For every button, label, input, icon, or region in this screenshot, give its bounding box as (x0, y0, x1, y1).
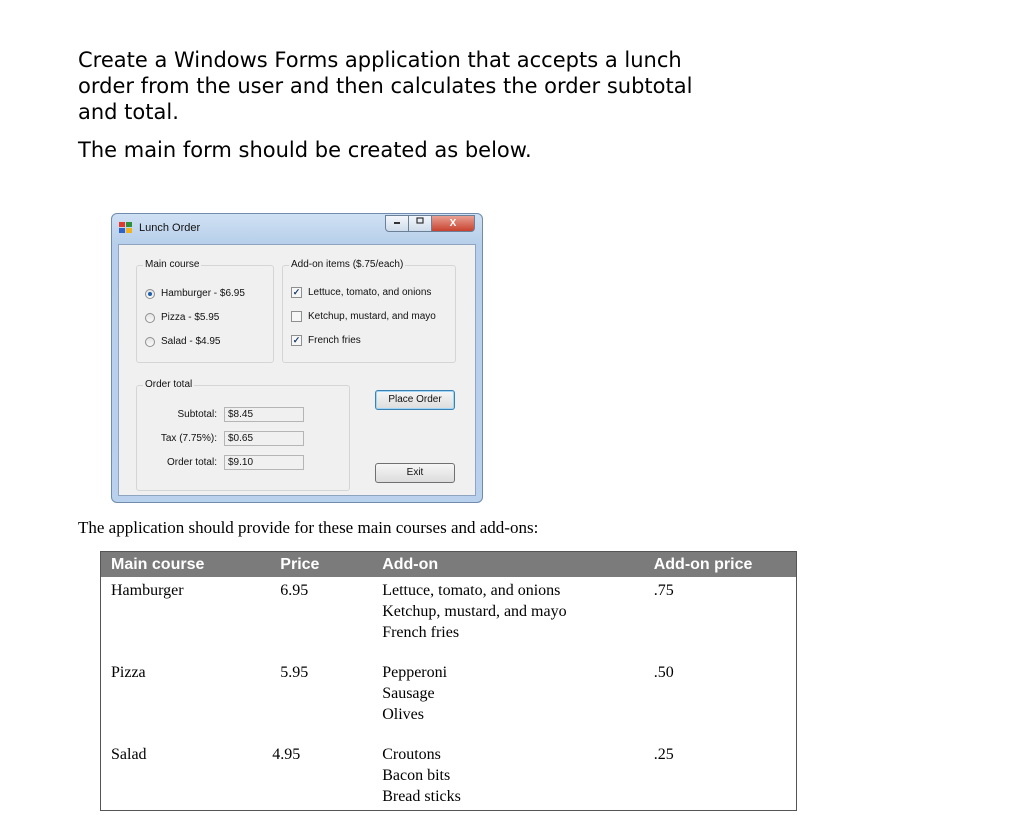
maximize-icon (415, 216, 425, 226)
window-title: Lunch Order (139, 222, 201, 234)
maximize-button[interactable] (409, 215, 432, 232)
minimize-icon (392, 216, 402, 226)
radio-label: Pizza - $5.95 (161, 312, 220, 323)
column-header: Price (270, 552, 372, 578)
order-total-legend: Order total (145, 379, 193, 390)
addon-item: French fries (382, 624, 460, 641)
close-button[interactable] (432, 215, 475, 232)
place-order-button[interactable]: Place Order (375, 390, 455, 410)
checkbox-checked[interactable]: ✓ (292, 335, 301, 345)
main-course-legend: Main course (145, 259, 200, 270)
column-header: Add-on price (644, 552, 797, 578)
radio-pizza[interactable] (145, 312, 219, 323)
addon-items-group (282, 259, 456, 363)
total-label: Order total: (166, 457, 217, 468)
addon-cell (372, 577, 644, 659)
table-row (101, 741, 797, 811)
menu-table (100, 551, 797, 811)
main-course-group (136, 259, 274, 363)
intro-line: The main form should be created as below. (78, 138, 532, 162)
lunch-order-window (111, 213, 483, 503)
checkbox-checked[interactable]: ✓ (292, 287, 301, 297)
addon-item: Lettuce, tomato, and onions (382, 582, 561, 599)
intro-line: and total. (78, 100, 179, 124)
price-cell: 6.95 (280, 582, 309, 599)
price-cell: 5.95 (280, 664, 309, 681)
column-header: Add-on (372, 552, 644, 578)
description-text: The application should provide for these main courses and add-ons: (78, 518, 539, 537)
addon-price-cell: .25 (653, 746, 674, 763)
tax-label: Tax (7.75%): (160, 433, 217, 444)
close-icon: X (449, 218, 457, 229)
radio-button[interactable] (145, 337, 155, 347)
checkbox-lettuce[interactable] (291, 287, 431, 298)
window-controls (385, 215, 475, 232)
total-row (131, 455, 304, 470)
subtotal-field[interactable]: $8.45 (224, 407, 304, 422)
radio-button-selected[interactable] (145, 289, 155, 299)
checkbox-ketchup[interactable] (291, 311, 436, 322)
table-row (101, 659, 797, 741)
addon-cell (372, 741, 644, 811)
addon-price-cell: .50 (653, 664, 674, 681)
addon-price-cell: .75 (653, 582, 674, 599)
checkbox-label: Lettuce, tomato, and onions (308, 287, 432, 298)
order-total-group (136, 379, 350, 491)
addon-item: Ketchup, mustard, and mayo (382, 603, 567, 620)
addon-item: Croutons (382, 746, 441, 763)
column-header: Main course (101, 552, 271, 578)
intro-line: Create a Windows Forms application that accepts a lunch (78, 48, 682, 72)
radio-salad[interactable] (145, 336, 221, 347)
form-icon (119, 222, 132, 233)
intro-line: order from the user and then calculates the order subtotal (78, 74, 693, 98)
course-cell: Pizza (111, 664, 146, 681)
addon-items-legend: Add-on items ($.75/each) (291, 259, 404, 270)
subtotal-label: Subtotal: (177, 409, 217, 420)
course-cell: Hamburger (111, 582, 184, 599)
addon-item: Olives (382, 706, 424, 723)
window-titlebar[interactable] (112, 214, 482, 242)
addon-item: Bacon bits (382, 767, 451, 784)
exit-button[interactable]: Exit (375, 463, 455, 483)
table-row (101, 577, 797, 659)
radio-label: Salad - $4.95 (161, 336, 221, 347)
total-field[interactable]: $9.10 (224, 455, 304, 470)
checkbox-label: French fries (308, 335, 361, 346)
checkbox-label: Ketchup, mustard, and mayo (308, 311, 436, 322)
table-header-row (101, 552, 797, 578)
tax-row (131, 431, 304, 446)
intro-text (78, 47, 778, 163)
addon-item: Pepperoni (382, 664, 448, 681)
addon-cell (372, 659, 644, 741)
course-cell: Salad (111, 746, 147, 763)
radio-hamburger[interactable] (145, 288, 245, 299)
tax-field[interactable]: $0.65 (224, 431, 304, 446)
form-client-area (118, 244, 476, 496)
checkbox-fries[interactable] (291, 335, 361, 346)
checkbox-unchecked[interactable] (291, 311, 302, 322)
radio-button[interactable] (145, 313, 155, 323)
intro-paragraph (78, 47, 778, 125)
radio-label: Hamburger - $6.95 (161, 288, 245, 299)
addon-item: Bread sticks (382, 788, 461, 805)
addon-item: Sausage (382, 685, 435, 702)
subtotal-row (131, 407, 304, 422)
minimize-button[interactable] (385, 215, 409, 232)
price-cell: 4.95 (272, 746, 301, 763)
